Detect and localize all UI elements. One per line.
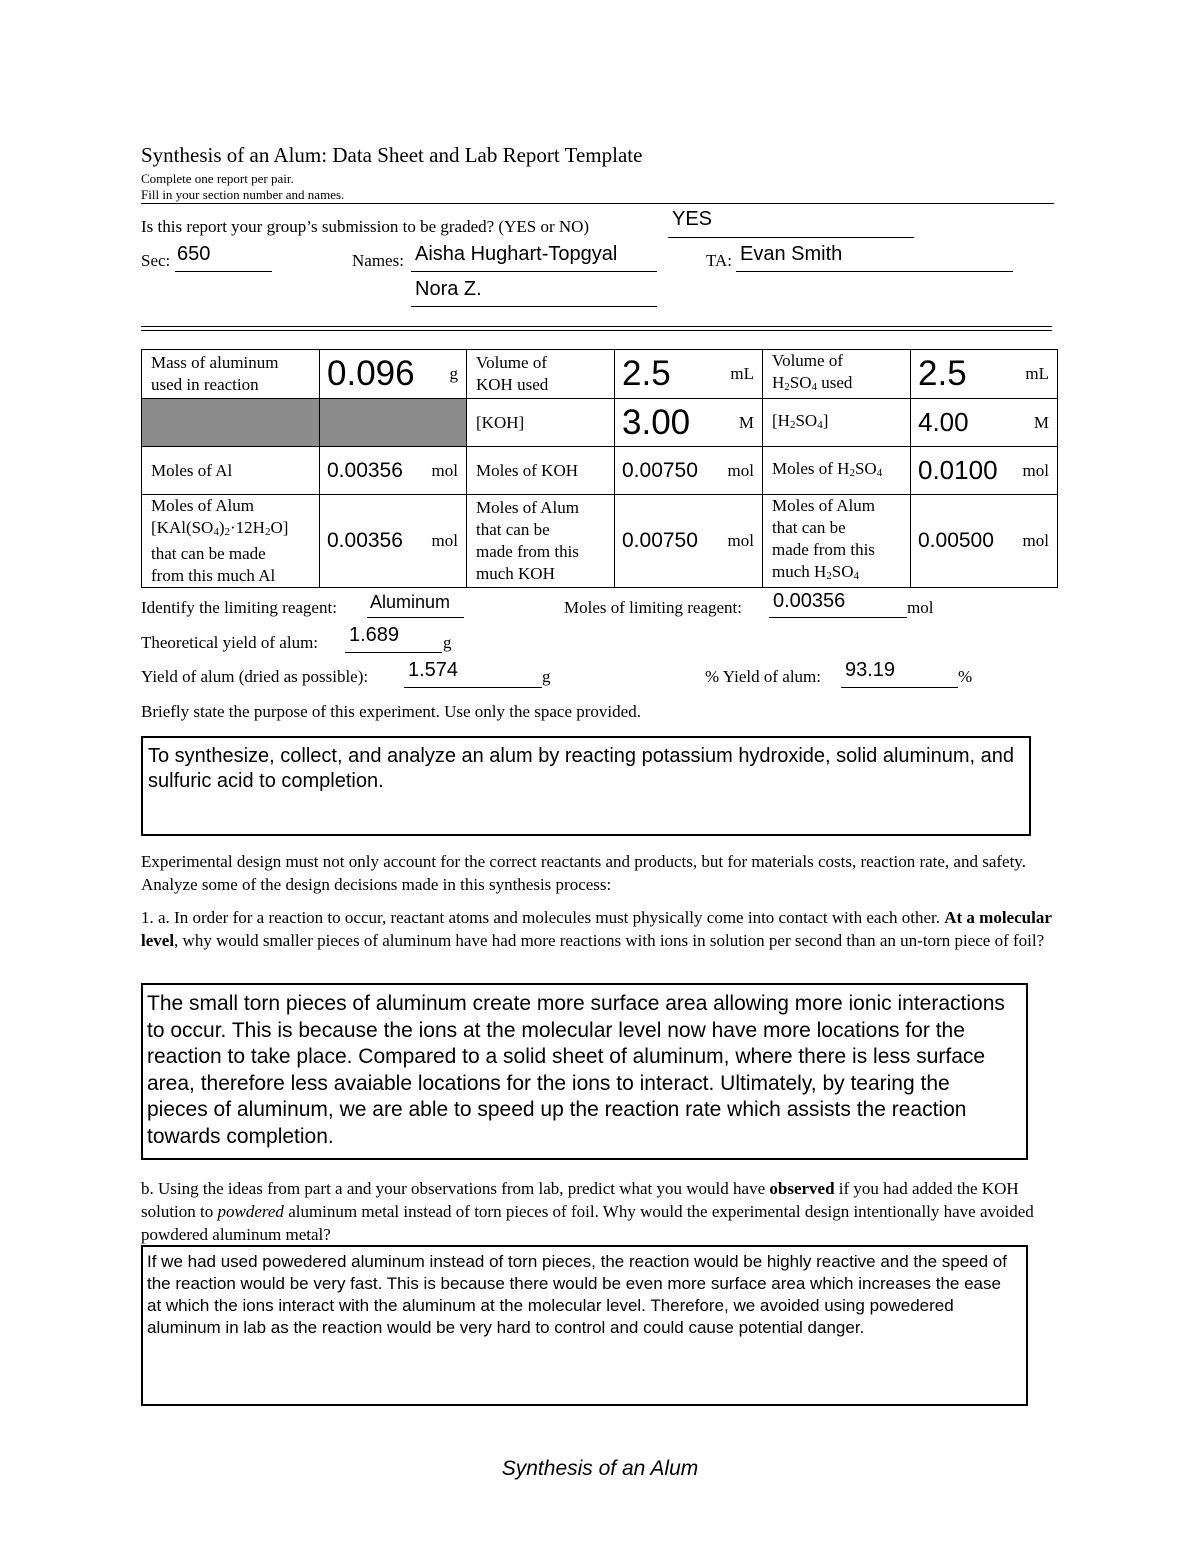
name-two-value[interactable]: Nora Z.: [415, 278, 482, 300]
h2so4-concentration-value[interactable]: 4.00: [918, 407, 969, 437]
question-1a-answer[interactable]: The small torn pieces of aluminum create more surface area allowing more ionic interactions to occur. This is because the ions at the molecular level now have more locations for the reaction to take place. Compared to a solid sheet of aluminum, where there is less surface area, therefore less avaiable locations for the ions to interact. Ultimately, by tearing the pieces of aluminum, we are able to speed up the reaction rate which assists the reaction towards completion.: [147, 992, 1005, 1148]
page-footer: Synthesis of an Alum: [501, 1457, 699, 1480]
koh-concentration-label: [KOH]: [467, 399, 615, 447]
instruction-fill-names: Fill in your section number and names.: [141, 187, 345, 202]
purpose-answer[interactable]: To synthesize, collect, and analyze an alum by reacting potassium hydroxide, solid aluminum, and sulfuric acid to completion.: [148, 745, 1015, 792]
submission-underline: [668, 237, 914, 238]
names-label: Names:: [352, 251, 404, 270]
percent-yield-label: % Yield of alum:: [705, 667, 821, 686]
alum-from-al-value[interactable]: 0.00356: [327, 529, 403, 552]
h2so4-moles-cell[interactable]: 0.0100 mol: [911, 447, 1058, 495]
alum-from-al-label: Moles of Alum $[KAl(SO_4)_2\cdot 12H_2O]$ that can be made from this much Al: [142, 495, 320, 588]
purpose-prompt: Briefly state the purpose of this experiment. Use only the space provided.: [141, 702, 641, 721]
h2so4-moles-value[interactable]: 0.0100: [918, 455, 998, 485]
h2so4-volume-label: Volume of $H_2SO_4$ used: [763, 350, 911, 399]
alum-from-koh-label: Moles of Alum that can be made from this much KOH: [467, 495, 615, 588]
yield-underline: [404, 687, 542, 688]
al-mass-cell[interactable]: 0.096 g: [320, 350, 467, 399]
koh-volume-cell[interactable]: 2.5 mL: [615, 350, 763, 399]
al-moles-cell[interactable]: 0.00356 mol: [320, 447, 467, 495]
limiting-reagent-underline: [367, 617, 464, 618]
koh-moles-label: Moles of KOH: [467, 447, 615, 495]
ta-label: TA:: [706, 251, 733, 270]
limiting-moles-label: Moles of limiting reagent:: [564, 598, 742, 617]
submission-question: Is this report your group’s submission to be graded? (YES or NO): [141, 217, 590, 236]
percent-yield-underline: [841, 687, 958, 688]
limiting-reagent-label: Identify the limiting reagent:: [141, 598, 337, 617]
purpose-answer-box[interactable]: [141, 736, 1031, 836]
double-rule-top: [141, 326, 1052, 327]
alum-from-al-cell[interactable]: 0.00356 mol: [320, 495, 467, 588]
question-1b-answer-box[interactable]: [141, 1245, 1028, 1406]
name-two-underline: [411, 306, 657, 307]
koh-concentration-value[interactable]: 3.00: [622, 402, 691, 442]
limiting-reagent-value[interactable]: Aluminum: [370, 592, 451, 612]
yield-label: Yield of alum (dried as possible):: [141, 667, 369, 686]
ta-value[interactable]: Evan Smith: [740, 243, 843, 265]
limiting-moles-unit: mol: [907, 598, 934, 617]
instruction-one-report: Complete one report per pair.: [141, 171, 294, 186]
al-mass-value[interactable]: 0.096: [327, 354, 415, 393]
double-rule-bottom: [141, 330, 1052, 331]
limiting-moles-underline: [769, 617, 907, 618]
table-row: [142, 495, 1058, 588]
sec-underline: [175, 271, 272, 272]
al-moles-value[interactable]: 0.00356: [327, 458, 403, 482]
koh-moles-value[interactable]: 0.00750: [622, 458, 698, 482]
percent-yield-value[interactable]: 93.19: [845, 659, 896, 681]
limiting-moles-value[interactable]: 0.00356: [773, 590, 846, 612]
ta-underline: [736, 271, 1013, 272]
table-row: [142, 350, 1058, 399]
name-one-value[interactable]: Aisha Hughart-Topgyal: [415, 243, 618, 265]
table-row: [142, 399, 1058, 447]
sec-value[interactable]: 650: [177, 243, 211, 265]
theoretical-yield-value[interactable]: 1.689: [349, 624, 400, 646]
header-rule: [141, 203, 1054, 204]
design-intro: Experimental design must not only account for the correct reactants and products, but for materials costs, reaction rate, and safety. Analyze some of the design decisions made in this synthesis process:: [141, 852, 1026, 894]
question-1a: 1. a. In order for a reaction to occur, reactant atoms and molecules must physically come into contact with each other. At a molecular level, why would smaller pieces of aluminum have had more reactions with ions in solution per second than an un-torn piece of foil?: [141, 908, 1052, 950]
h2so4-concentration-label: $[H_2SO_4]$: [763, 399, 911, 447]
question-1b: b. Using the ideas from part a and your observations from lab, predict what you would have observed if you had added the KOH solution to powdered aluminum metal instead of torn pieces of foil. Why would the experimental design intentionally have avoided powdered aluminum metal?: [141, 1179, 1034, 1244]
koh-volume-value[interactable]: 2.5: [622, 354, 671, 393]
alum-from-h2so4-value[interactable]: 0.00500: [918, 529, 994, 552]
alum-from-koh-cell[interactable]: 0.00750 mol: [615, 495, 763, 588]
h2so4-volume-value[interactable]: 2.5: [918, 354, 967, 393]
yield-unit: g: [542, 667, 551, 686]
alum-from-h2so4-label: Moles of Alum that can be made from this much $H_2SO_4$: [763, 495, 911, 588]
alum-from-koh-value[interactable]: 0.00750: [622, 529, 698, 552]
theoretical-yield-label: Theoretical yield of alum:: [141, 633, 319, 652]
question-1b-answer[interactable]: If we had used powedered aluminum instead of torn pieces, the reaction would be highly reactive and the speed of the reaction would be very fast. This is because there would be even more surface area which increases the ease at which the ions interact with the aluminum at the molecular level. Therefore, we avoided using powedered aluminum in lab as the reaction would be very hard to control and could cause potential danger.: [147, 1252, 1007, 1337]
percent-yield-unit: %: [958, 667, 973, 686]
h2so4-volume-cell[interactable]: 2.5 mL: [911, 350, 1058, 399]
yield-value[interactable]: 1.574: [408, 659, 459, 681]
submission-answer[interactable]: YES: [672, 208, 713, 230]
koh-volume-label: Volume of KOH used: [467, 350, 615, 399]
alum-from-h2so4-cell[interactable]: 0.00500 mol: [911, 495, 1058, 588]
sec-label: Sec:: [141, 251, 171, 270]
al-mass-label: Mass of aluminum used in reaction: [142, 350, 320, 399]
h2so4-concentration-cell[interactable]: 4.00 M: [911, 399, 1058, 447]
h2so4-moles-label: Moles of $H_2SO_4$: [763, 447, 911, 495]
shaded-cell: [142, 399, 320, 447]
koh-moles-cell[interactable]: 0.00750 mol: [615, 447, 763, 495]
page-title: Synthesis of an Alum: Data Sheet and Lab Report Template: [141, 143, 643, 167]
theoretical-yield-underline: [345, 652, 442, 653]
koh-concentration-cell[interactable]: 3.00 M: [615, 399, 763, 447]
table-row: [142, 447, 1058, 495]
data-table: [141, 349, 1058, 588]
al-moles-label: Moles of Al: [142, 447, 320, 495]
question-1a-answer-box[interactable]: [141, 983, 1028, 1160]
theoretical-yield-unit: g: [443, 633, 452, 652]
name-one-underline: [411, 271, 657, 272]
shaded-cell: [320, 399, 467, 447]
